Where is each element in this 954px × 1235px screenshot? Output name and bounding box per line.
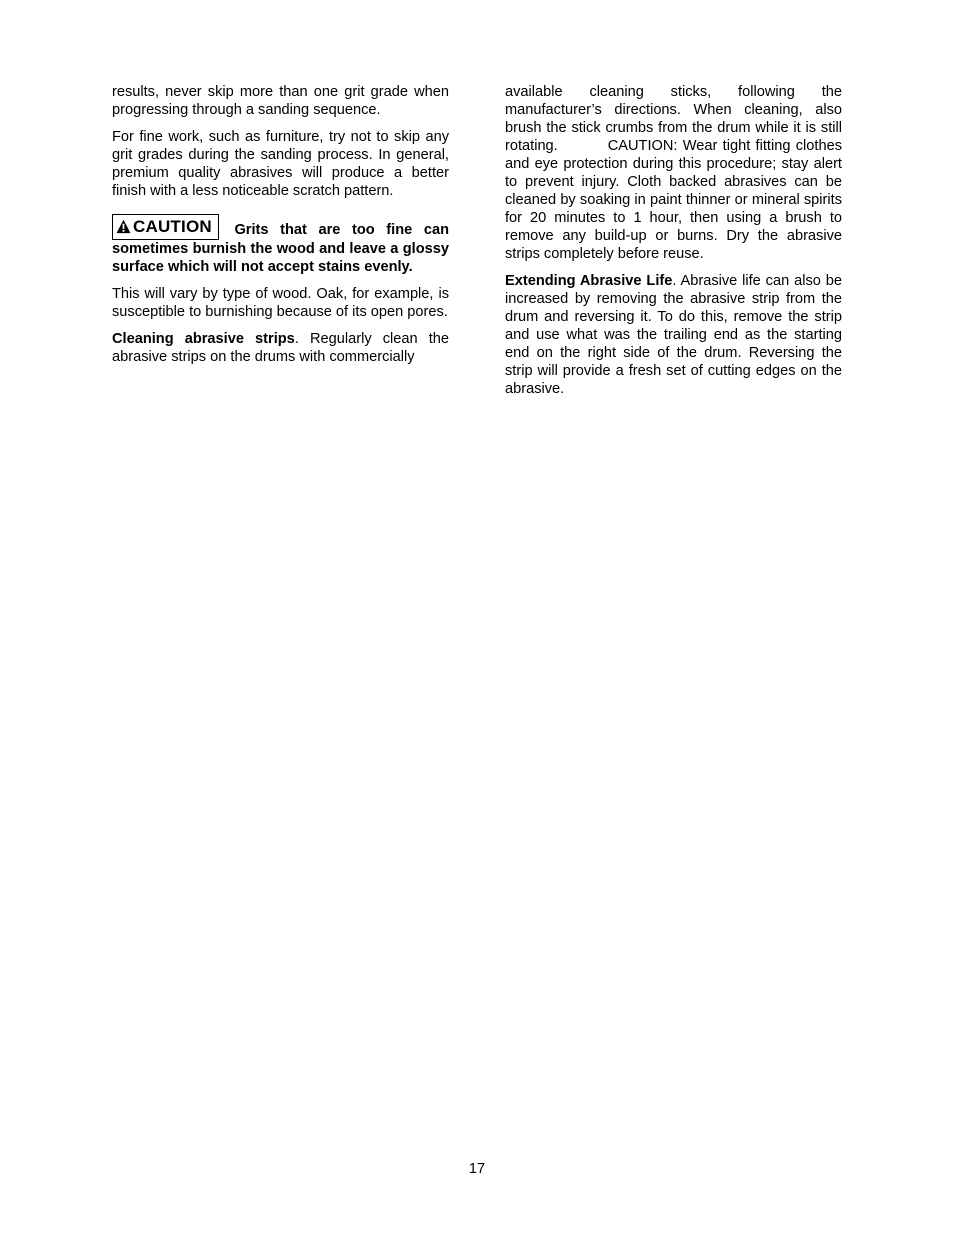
paragraph-cleaning <box>112 330 449 366</box>
paragraph-extending-life <box>505 272 842 398</box>
caution-badge <box>112 214 219 240</box>
right-column <box>505 83 842 407</box>
caution-notice <box>112 214 449 276</box>
paragraph-wood-type: This will vary by type of wood. Oak, for example, is susceptible to burnishing because of its open pores. <box>112 286 449 320</box>
paragraph-cleaning-continued <box>505 83 842 263</box>
paragraph-grit-sequence: results, never skip more than one grit grade when progressing through a sanding sequence. <box>112 84 449 118</box>
left-column <box>112 83 449 375</box>
page-number: 17 <box>468 1161 486 1177</box>
warning-triangle-icon <box>116 219 131 234</box>
paragraph-fine-work: For fine work, such as furniture, try not to skip any grit grades during the sanding process. In general, premium quality abrasives will produce a better finish with a less noticeable scratch pattern. <box>112 129 449 199</box>
caution-label: CAUTION <box>133 217 212 236</box>
cleaning-heading: Cleaning abrasive strips <box>112 331 295 347</box>
caution-text: Grits that are too fine can sometimes burnish the wood and leave a glossy surface which will not accept stains evenly. <box>112 222 449 275</box>
cleaning-text: . Regularly clean the abrasive strips on the drums with commercially <box>112 331 449 365</box>
extending-life-text: . Abrasive life can also be increased by removing the abrasive strip from the drum and reversing it. To do this, remove the strip and use what was the trailing end as the starting end on the right side of the drum. Reversing the strip will provide a fresh set of cutting edges on the abrasive. <box>505 273 842 397</box>
extending-life-heading: Extending Abrasive Life <box>505 273 673 289</box>
cleaning-caution-text: CAUTION: Wear tight fitting clothes and eye protection during this procedure; stay alert to prevent injury. Cloth backed abrasives can be cleaned by soaking in paint thinner or mineral spirits for 20 minutes to 1 hour, then using a brush to remove any build-up or burns. Dry the abrasive strips completely before reuse. <box>505 138 842 262</box>
cleaning-continued-text: available cleaning sticks, following the manufacturer’s directions. When cleaning, also brush the stick crumbs from the drum while it is still rotating. <box>505 84 842 154</box>
